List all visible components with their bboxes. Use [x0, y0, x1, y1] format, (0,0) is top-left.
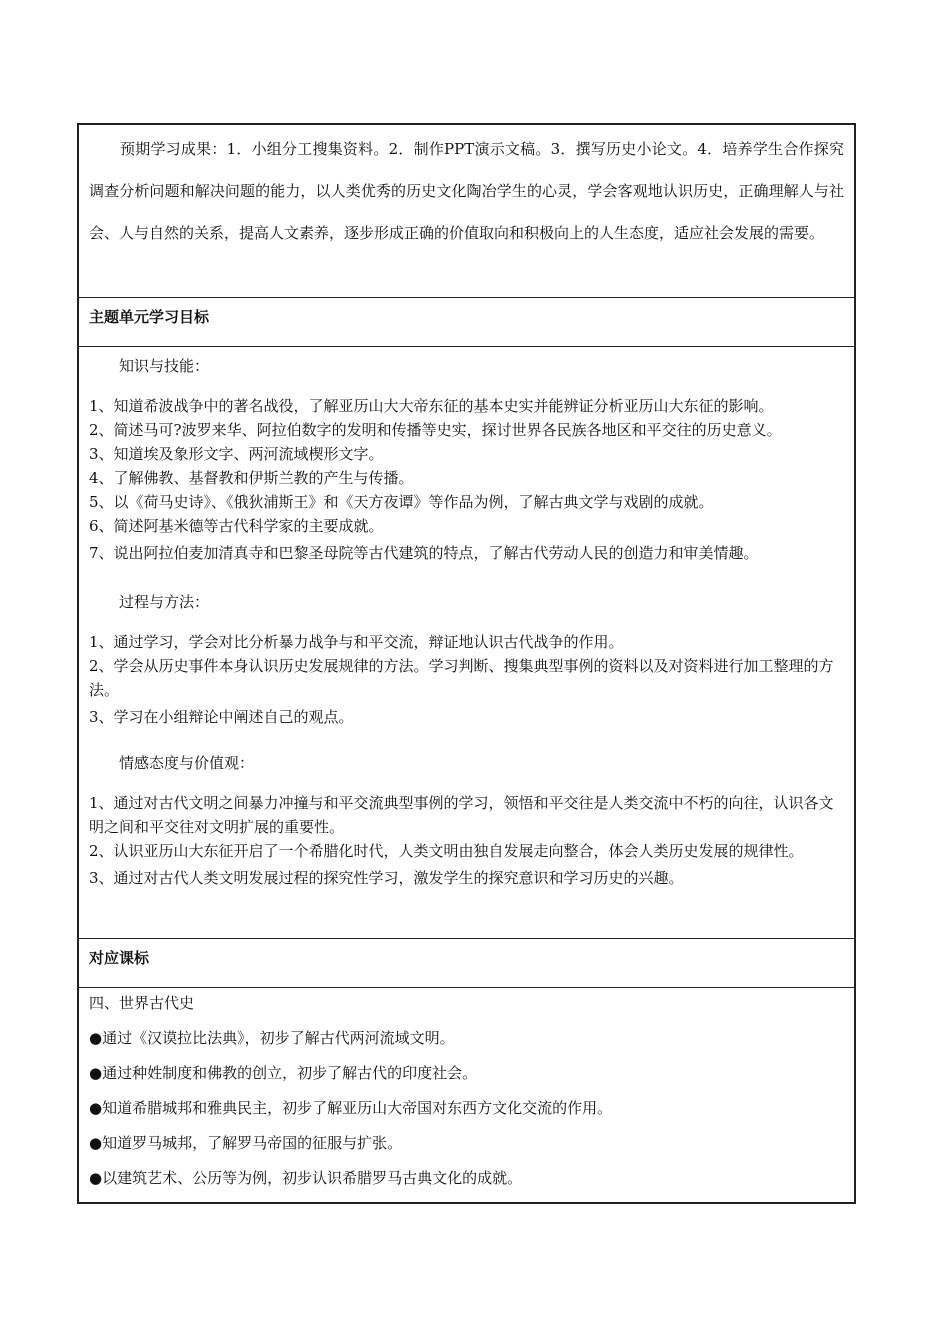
outcome-cell: [89, 128, 844, 254]
list-item: ●通过《汉谟拉比法典》，初步了解古代两河流域文明。: [89, 1029, 455, 1047]
list-item: 1、知道希波战争中的著名战役，了解亚历山大大帝东征的基本史实并能辨证分析亚历山大东征的影响。: [89, 397, 774, 415]
row-divider: [79, 297, 854, 298]
emotion-title: 情感态度与价值观：: [119, 754, 255, 772]
list-item: ●知道罗马城邦，了解罗马帝国的征服与扩张。: [89, 1134, 403, 1152]
process-title: 过程与方法：: [119, 593, 210, 611]
list-item: 2、认识亚历山大东征开启了一个希腊化时代，人类文明由独自发展走向整合，体会人类历史发展的规律性。: [89, 842, 804, 860]
row-divider: [79, 346, 854, 347]
standards-intro: 四、世界古代史: [89, 994, 195, 1012]
list-item: ●通过种姓制度和佛教的创立，初步了解古代的印度社会。: [89, 1064, 478, 1082]
list-item: 3、通过对古代人类文明发展过程的探究性学习，激发学生的探究意识和学习历史的兴趣。: [89, 869, 684, 887]
goals-heading: 主题单元学习目标: [89, 308, 210, 326]
list-item: 6、简述阿基米德等古代科学家的主要成就。: [89, 517, 384, 535]
list-item: 2、学会从历史事件本身认识历史发展规律的方法。学习判断、搜集典型事例的资料以及对资料进行加工整理的方法。: [89, 657, 834, 699]
knowledge-title: 知识与技能：: [119, 357, 210, 375]
process-list: [89, 630, 844, 729]
list-item: ●知道希腊城邦和雅典民主，初步了解亚历山大帝国对东西方文化交流的作用。: [89, 1099, 613, 1117]
row-divider: [79, 987, 854, 988]
list-item: 2、简述马可?波罗来华、阿拉伯数字的发明和传播等史实，探讨世界各民族各地区和平交往的历史意义。: [89, 421, 782, 439]
outcome-paragraph: 预期学习成果：1．小组分工搜集资料。2．制作PPT演示文稿。3．撰写历史小论文。4．培养学生合作探究调查分析问题和解决问题的能力，以人类优秀的历史文化陶冶学生的心灵，学会客观地认识历史，正确理解人与社会、人与自然的关系，提高人文素养，逐步形成正确的价值取向和积极向上的人生态度，适应社会发展的需要。: [89, 140, 844, 242]
list-item: 7、说出阿拉伯麦加清真寺和巴黎圣母院等古代建筑的特点，了解古代劳动人民的创造力和审美情趣。: [89, 544, 759, 562]
row-divider: [79, 938, 854, 939]
standards-list: [89, 991, 844, 1190]
list-item: ●以建筑艺术、公历等为例，初步认识希腊罗马古典文化的成就。: [89, 1169, 523, 1187]
list-item: 1、通过对古代文明之间暴力冲撞与和平交流典型事例的学习，领悟和平交往是人类交流中不朽的向往，认识各文明之间和平交往对文明扩展的重要性。: [89, 794, 834, 836]
standards-heading: 对应课标: [89, 949, 150, 967]
list-item: 5、以《荷马史诗》、《俄狄浦斯王》和《天方夜谭》等作品为例，了解古典文学与戏剧的成就。: [89, 493, 714, 511]
knowledge-list: [89, 394, 844, 565]
list-item: 3、知道埃及象形文字、两河流域楔形文字。: [89, 445, 384, 463]
list-item: 3、学习在小组辩论中阐述自己的观点。: [89, 708, 354, 726]
list-item: 1、通过学习，学会对比分析暴力战争与和平交流，辩证地认识古代战争的作用。: [89, 633, 624, 651]
lesson-plan-table: [77, 123, 856, 1204]
emotion-list: [89, 791, 844, 890]
list-item: 4、了解佛教、基督教和伊斯兰教的产生与传播。: [89, 469, 414, 487]
